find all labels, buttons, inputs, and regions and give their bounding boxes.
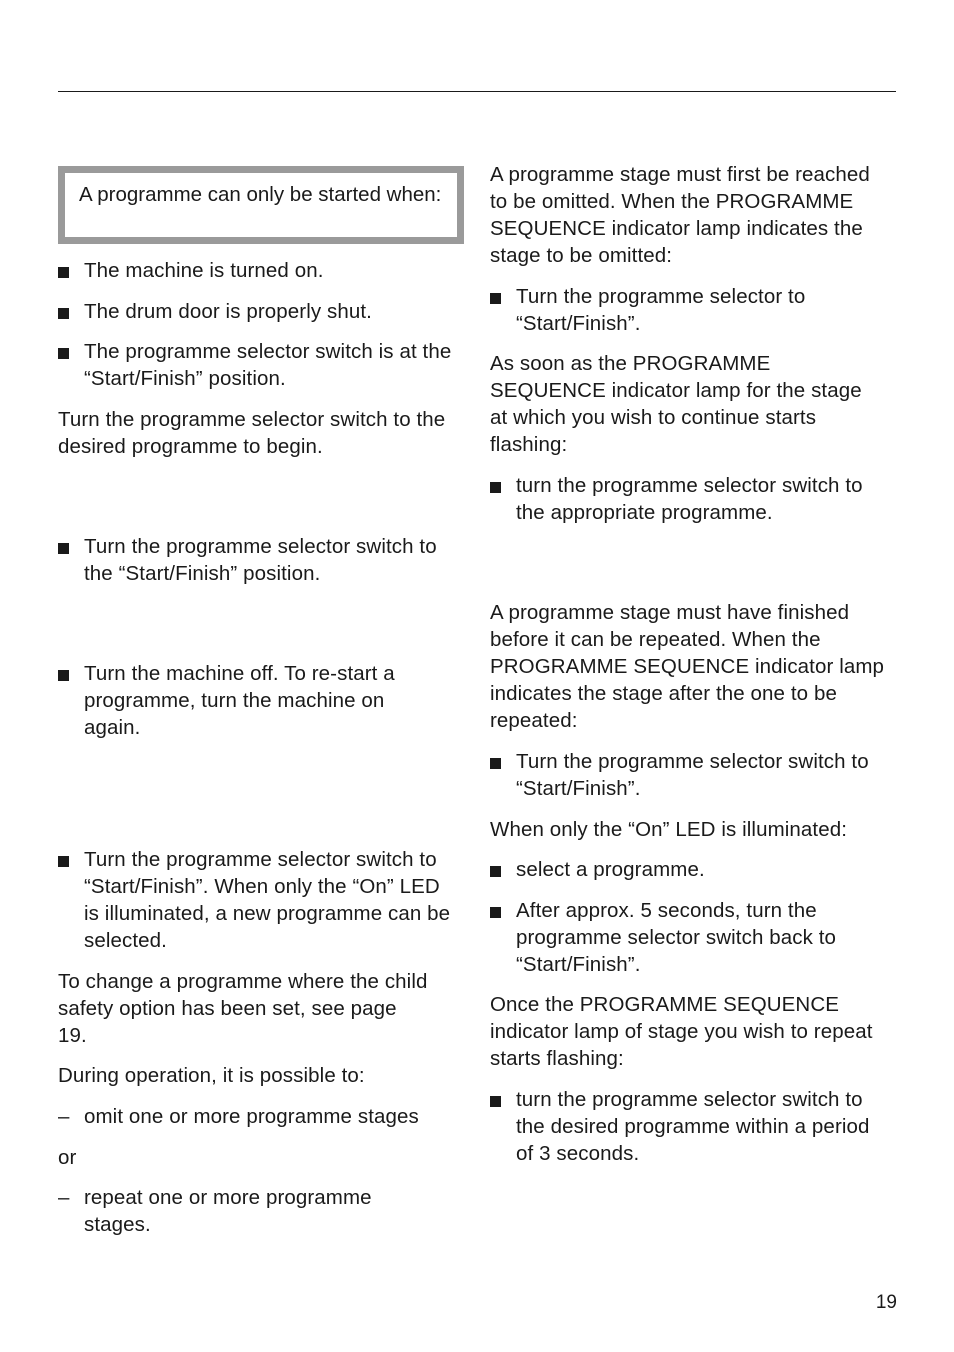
bullet-square-icon xyxy=(490,758,501,769)
during-operation-text: During operation, it is possible to: xyxy=(58,1064,365,1087)
repeat-on-led: When only the “On” LED is illuminated: xyxy=(490,818,848,841)
or-text: or xyxy=(58,1146,77,1169)
note-box xyxy=(58,166,464,244)
repeat-step-1: Turn the programme selector switch to “Start/Finish”. xyxy=(490,748,896,802)
omit-step-1: Turn the programme selector to “Start/Finish”. xyxy=(490,283,856,337)
child-safety-note: To change a programme where the child safety option has been set, see page 19. xyxy=(58,970,428,1047)
change-instruction: Turn the programme selector switch to “Start/Finish”. When only the “On” LED is illuminated, a new programme can be selected. xyxy=(58,846,454,954)
page-number: 19 xyxy=(875,1292,897,1313)
note-box-text: A programme can only be started when: xyxy=(79,183,442,206)
dash-mark: – xyxy=(58,1186,70,1209)
repeat-step-3: After approx. 5 seconds, turn the programme selector switch back to “Start/Finish”. xyxy=(490,897,901,978)
omit-intro: A programme stage must first be reached to be omitted. When the PROGRAMME SEQUENCE indicator lamp indicates the stage to be omitted: xyxy=(490,163,870,267)
interrupt-instruction: Turn the machine off. To re-start a programme, turn the machine on again. xyxy=(58,660,434,741)
cancel-instruction: Turn the programme selector switch to the “Start/Finish” position. xyxy=(58,533,464,587)
bullet-square-icon xyxy=(490,866,501,877)
omit-step-2: turn the programme selector switch to the appropriate programme. xyxy=(490,472,886,526)
repeat-step-2: select a programme. xyxy=(490,856,896,883)
repeat-intro: A programme stage must have finished before it can be repeated. When the PROGRAMME SEQUENCE indicator lamp indicates the stage after the one to be repeated: xyxy=(490,601,885,732)
bullet-square-icon xyxy=(490,482,501,493)
bullet-square-icon xyxy=(490,907,501,918)
bullet-square-icon xyxy=(490,1096,501,1107)
note-box-inner xyxy=(65,173,457,237)
omit-continue: As soon as the PROGRAMME SEQUENCE indicator lamp for the stage at which you wish to continue starts flashing: xyxy=(490,352,862,456)
bullet-square-icon xyxy=(58,856,69,867)
start-instruction: Turn the programme selector switch to the desired programme to begin. xyxy=(58,408,446,458)
start-condition-item: The drum door is properly shut. xyxy=(58,298,464,325)
repeat-step-4: turn the programme selector switch to the desired programme within a period of 3 seconds. xyxy=(490,1086,886,1167)
option-omit-item: – omit one or more programme stages xyxy=(58,1105,419,1128)
header-rule xyxy=(58,91,896,92)
bullet-square-icon xyxy=(490,293,501,304)
bullet-square-icon xyxy=(58,348,69,359)
option-repeat-item: – repeat one or more programme stages. xyxy=(58,1186,372,1236)
bullet-square-icon xyxy=(58,267,69,278)
bullet-square-icon xyxy=(58,308,69,319)
bullet-square-icon xyxy=(58,670,69,681)
repeat-flashing: Once the PROGRAMME SEQUENCE indicator lamp of stage you wish to repeat starts flashing: xyxy=(490,993,873,1070)
start-condition-item: The programme selector switch is at the “Start/Finish” position. xyxy=(58,338,464,392)
bullet-square-icon xyxy=(58,543,69,554)
dash-mark: – xyxy=(58,1105,70,1128)
start-condition-item: The machine is turned on. xyxy=(58,257,464,284)
